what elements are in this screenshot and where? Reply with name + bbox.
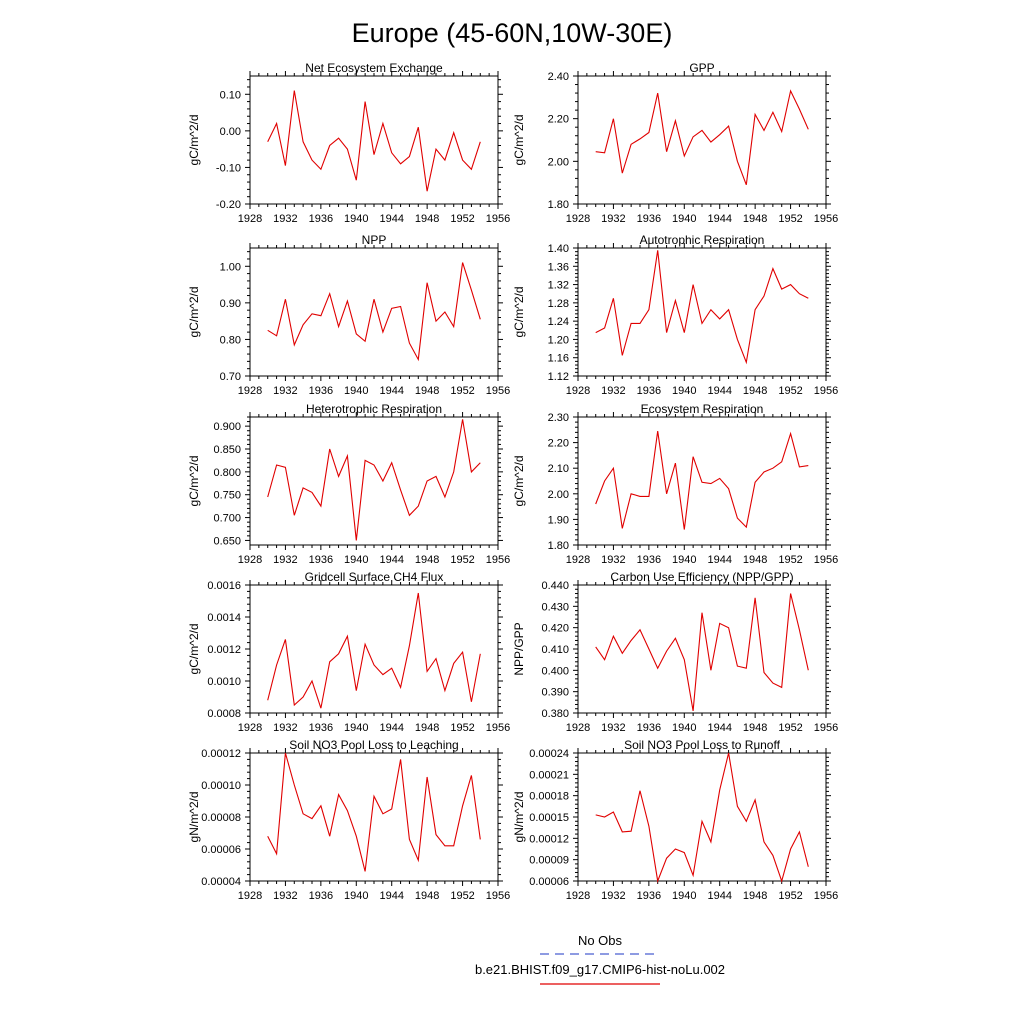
y-tick-label: 1.00	[219, 261, 241, 274]
x-tick-label: 1932	[601, 385, 626, 397]
x-tick-label: 1936	[636, 722, 662, 734]
panel-title-ecosystem-respiration: Ecosystem Respiration	[640, 402, 764, 416]
x-tick-label: 1948	[742, 722, 768, 734]
panel-title-gpp: GPP	[689, 61, 715, 75]
y-axis-label: gC/m^2/d	[187, 455, 201, 507]
y-tick-label: 0.00006	[529, 876, 569, 888]
y-tick-label: 1.20	[547, 334, 569, 347]
y-tick-label: 0.0014	[207, 612, 241, 624]
x-tick-label: 1940	[344, 554, 369, 566]
x-tick-label: 1936	[308, 722, 334, 734]
x-tick-label: 1956	[813, 722, 839, 734]
y-tick-label: 0.400	[541, 665, 569, 678]
x-tick-label: 1952	[778, 554, 803, 566]
series-line	[268, 263, 481, 360]
legend-label-no-obs: No Obs	[577, 933, 623, 948]
x-tick-label: 1940	[344, 385, 369, 397]
y-tick-label: 1.24	[547, 316, 569, 329]
x-tick-label: 1952	[450, 213, 475, 225]
y-tick-label: 0.410	[541, 644, 569, 656]
y-tick-label: 1.90	[547, 514, 569, 527]
x-tick-label: 1948	[414, 213, 440, 225]
plot-frame	[250, 753, 498, 881]
y-tick-label: 1.28	[547, 297, 569, 310]
y-tick-label: 2.30	[547, 412, 569, 424]
x-tick-label: 1948	[414, 722, 440, 734]
series-line	[596, 250, 809, 362]
panel-title-npp: NPP	[361, 233, 387, 247]
x-tick-label: 1952	[450, 554, 475, 566]
y-tick-label: 0.00021	[529, 769, 569, 782]
panel-title-net-ecosystem-exchange: Net Ecosystem Exchange	[305, 61, 443, 75]
panel-autotrophic-respiration	[512, 233, 838, 397]
y-axis-label: NPP/GPP	[512, 622, 526, 676]
panel-net-ecosystem-exchange	[187, 61, 510, 225]
panel-npp	[187, 233, 510, 397]
x-tick-label: 1936	[308, 890, 334, 902]
panel-title-heterotrophic-respiration: Heterotrophic Respiration	[305, 402, 443, 416]
x-tick-label: 1932	[273, 385, 298, 397]
x-tick-label: 1928	[237, 890, 263, 902]
series-line	[268, 593, 481, 708]
series-line	[268, 753, 481, 871]
x-tick-label: 1952	[778, 722, 803, 734]
y-tick-label: 0.00	[219, 125, 241, 138]
x-tick-label: 1928	[237, 385, 263, 397]
panel-title-autotrophic-respiration: Autotrophic Respiration	[639, 233, 765, 247]
x-tick-label: 1932	[601, 554, 626, 566]
y-tick-label: 2.00	[547, 488, 569, 501]
x-tick-label: 1936	[308, 213, 334, 225]
plot-frame	[250, 417, 498, 545]
y-axis-label: gN/m^2/d	[187, 791, 201, 843]
x-tick-label: 1928	[237, 213, 263, 225]
y-tick-label: 0.390	[541, 686, 569, 699]
x-tick-label: 1956	[485, 213, 511, 225]
x-tick-label: 1936	[636, 554, 662, 566]
x-tick-label: 1928	[237, 722, 263, 734]
x-tick-label: 1944	[707, 385, 732, 397]
panel-heterotrophic-respiration	[187, 402, 510, 566]
y-tick-label: 0.420	[541, 622, 569, 635]
y-tick-label: 0.00012	[529, 833, 569, 846]
y-tick-label: 0.80	[219, 334, 241, 347]
panel-title-carbon-use-efficiency-npp-gpp: Carbon Use Efficiency (NPP/GPP)	[610, 570, 794, 584]
y-tick-label: 2.10	[547, 463, 569, 476]
y-tick-label: 1.80	[547, 199, 569, 211]
x-tick-label: 1952	[778, 385, 803, 397]
y-axis-label: gC/m^2/d	[187, 286, 201, 338]
y-tick-label: 0.0008	[207, 708, 241, 720]
plot-frame	[250, 76, 498, 204]
y-tick-label: 0.00008	[201, 812, 241, 824]
y-axis-label: gN/m^2/d	[512, 791, 526, 843]
x-tick-label: 1932	[273, 213, 298, 225]
plot-frame	[578, 585, 826, 713]
x-tick-label: 1956	[485, 722, 511, 734]
y-tick-label: -0.10	[215, 162, 241, 175]
y-tick-label: 2.00	[547, 156, 569, 169]
x-tick-label: 1948	[414, 385, 440, 397]
x-tick-label: 1944	[707, 890, 732, 902]
x-tick-label: 1932	[273, 722, 298, 734]
x-tick-label: 1944	[379, 722, 404, 734]
y-tick-label: 1.80	[547, 540, 569, 552]
y-tick-label: 0.90	[219, 297, 241, 310]
panel-gpp	[512, 61, 838, 225]
y-tick-label: 2.20	[547, 437, 569, 450]
y-tick-label: 0.0016	[207, 580, 241, 592]
x-tick-label: 1956	[813, 554, 839, 566]
y-tick-label: 0.00004	[201, 876, 241, 888]
x-tick-label: 1952	[778, 213, 803, 225]
x-tick-label: 1940	[344, 722, 369, 734]
x-tick-label: 1936	[636, 890, 662, 902]
x-tick-label: 1944	[707, 554, 732, 566]
series-line	[596, 91, 809, 185]
x-tick-label: 1928	[565, 722, 591, 734]
y-tick-label: 0.00010	[201, 780, 241, 792]
x-tick-label: 1932	[601, 722, 626, 734]
y-tick-label: 0.00012	[201, 748, 241, 760]
y-tick-label: 0.900	[213, 421, 241, 434]
x-tick-label: 1956	[813, 890, 839, 902]
panel-title-gridcell-surface-ch4-flux: Gridcell Surface CH4 Flux	[304, 570, 444, 584]
x-tick-label: 1936	[308, 554, 334, 566]
plot-frame	[578, 76, 826, 204]
y-axis-label: gC/m^2/d	[187, 623, 201, 675]
x-tick-label: 1928	[565, 554, 591, 566]
x-tick-label: 1932	[601, 890, 626, 902]
panel-gridcell-surface-ch4-flux	[187, 570, 510, 734]
series-line	[596, 431, 809, 529]
x-tick-label: 1956	[485, 890, 511, 902]
y-tick-label: 0.800	[213, 466, 241, 479]
x-tick-label: 1956	[813, 213, 839, 225]
x-tick-label: 1928	[565, 890, 591, 902]
x-tick-label: 1940	[344, 890, 369, 902]
legend-label-model: b.e21.BHIST.f09_g17.CMIP6-hist-noLu.002	[474, 962, 726, 977]
x-tick-label: 1936	[308, 385, 334, 397]
y-tick-label: 0.650	[213, 535, 241, 548]
y-tick-label: 0.850	[213, 444, 241, 456]
x-tick-label: 1932	[273, 554, 298, 566]
y-tick-label: 0.70	[219, 371, 241, 383]
x-tick-label: 1944	[707, 213, 732, 225]
y-tick-label: 0.700	[213, 512, 241, 525]
series-line	[596, 753, 809, 881]
x-tick-label: 1932	[601, 213, 626, 225]
y-tick-label: 1.32	[547, 279, 569, 292]
x-tick-label: 1944	[379, 554, 404, 566]
y-tick-label: 0.750	[213, 489, 241, 502]
x-tick-label: 1956	[813, 385, 839, 397]
x-tick-label: 1948	[414, 554, 440, 566]
panel-soil-no3-pool-loss-to-runoff	[512, 738, 838, 902]
panel-title-soil-no3-pool-loss-to-runoff: Soil NO3 Pool Loss to Runoff	[624, 738, 780, 752]
legend	[475, 933, 725, 984]
x-tick-label: 1948	[742, 213, 768, 225]
x-tick-label: 1952	[450, 890, 475, 902]
x-tick-label: 1940	[672, 385, 697, 397]
x-tick-label: 1928	[565, 385, 591, 397]
x-tick-label: 1940	[672, 722, 697, 734]
panel-title-soil-no3-pool-loss-to-leaching: Soil NO3 Pool Loss to Leaching	[289, 738, 459, 752]
y-tick-label: -0.20	[215, 199, 241, 211]
x-tick-label: 1948	[742, 385, 768, 397]
x-tick-label: 1944	[379, 890, 404, 902]
y-tick-label: 1.16	[547, 352, 569, 365]
y-tick-label: 0.430	[541, 601, 569, 614]
y-axis-label: gC/m^2/d	[187, 114, 201, 166]
panel-ecosystem-respiration	[512, 402, 838, 566]
x-tick-label: 1948	[742, 890, 768, 902]
x-tick-label: 1940	[672, 890, 697, 902]
y-axis-label: gC/m^2/d	[512, 286, 526, 338]
x-tick-label: 1948	[742, 554, 768, 566]
x-tick-label: 1940	[672, 213, 697, 225]
x-tick-label: 1940	[672, 554, 697, 566]
y-tick-label: 0.00015	[529, 812, 569, 824]
x-tick-label: 1952	[450, 722, 475, 734]
panel-soil-no3-pool-loss-to-leaching	[187, 738, 510, 902]
y-tick-label: 0.10	[219, 89, 241, 102]
panels	[187, 61, 838, 902]
x-tick-label: 1944	[707, 722, 732, 734]
x-tick-label: 1928	[565, 213, 591, 225]
x-tick-label: 1944	[379, 213, 404, 225]
y-tick-label: 2.20	[547, 113, 569, 126]
y-tick-label: 1.40	[547, 243, 569, 255]
y-tick-label: 0.0012	[207, 644, 241, 656]
y-tick-label: 0.00006	[201, 844, 241, 856]
x-tick-label: 1928	[237, 554, 263, 566]
x-tick-label: 1940	[344, 213, 369, 225]
y-tick-label: 0.00009	[529, 854, 569, 867]
y-tick-label: 1.12	[547, 371, 569, 383]
series-line	[596, 594, 809, 711]
y-tick-label: 0.440	[541, 580, 569, 592]
y-tick-label: 2.40	[547, 71, 569, 83]
y-tick-label: 0.00024	[529, 748, 569, 760]
series-line	[268, 91, 481, 192]
x-tick-label: 1948	[414, 890, 440, 902]
x-tick-label: 1952	[450, 385, 475, 397]
plot-frame	[250, 248, 498, 376]
y-tick-label: 0.0010	[207, 676, 241, 688]
y-axis-label: gC/m^2/d	[512, 455, 526, 507]
x-tick-label: 1952	[778, 890, 803, 902]
y-axis-label: gC/m^2/d	[512, 114, 526, 166]
series-line	[268, 419, 481, 540]
figure-title: Europe (45-60N,10W-30E)	[351, 18, 673, 48]
y-tick-label: 0.380	[541, 708, 569, 720]
x-tick-label: 1956	[485, 385, 511, 397]
x-tick-label: 1936	[636, 385, 662, 397]
panel-carbon-use-efficiency-npp-gpp	[512, 570, 838, 734]
y-tick-label: 1.36	[547, 261, 569, 274]
x-tick-label: 1932	[273, 890, 298, 902]
x-tick-label: 1956	[485, 554, 511, 566]
x-tick-label: 1944	[379, 385, 404, 397]
y-tick-label: 0.00018	[529, 790, 569, 803]
x-tick-label: 1936	[636, 213, 662, 225]
